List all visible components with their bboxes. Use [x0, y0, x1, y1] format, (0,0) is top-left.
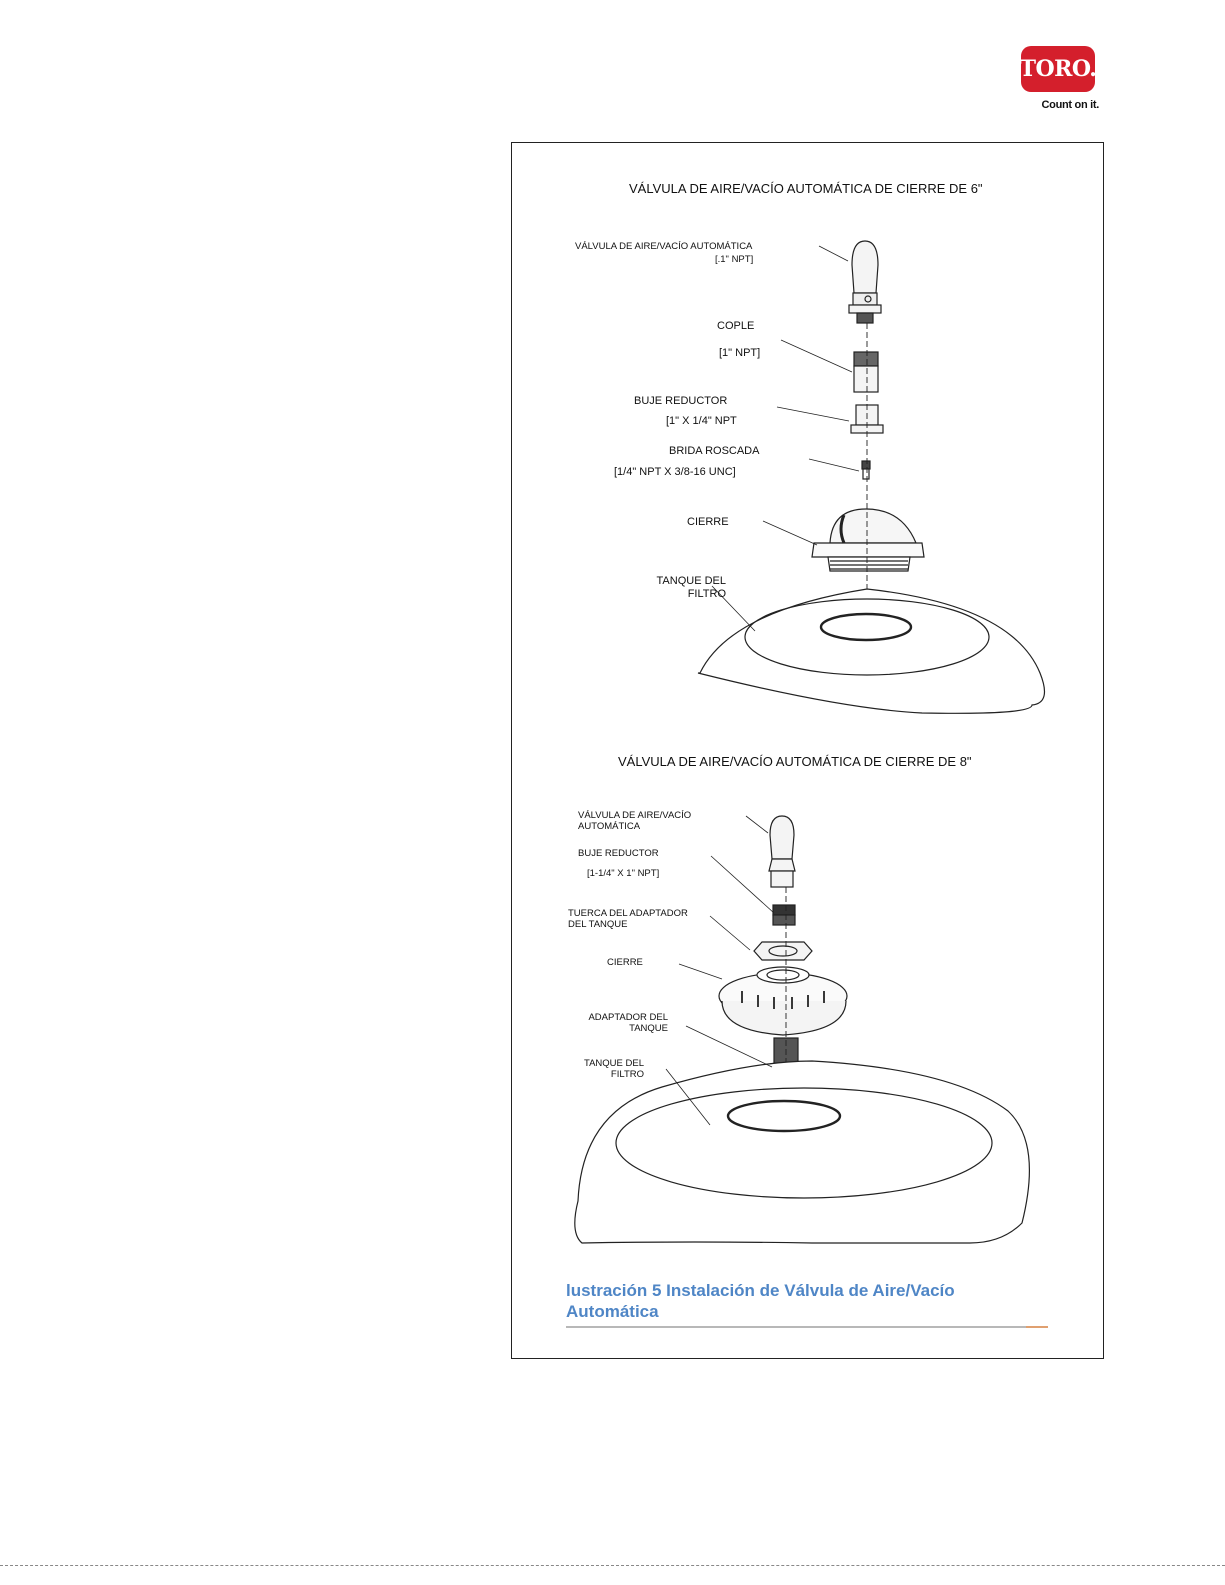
bottom-figure-title: VÁLVULA DE AIRE/VACÍO AUTOMÁTICA DE CIERRE DE 8" — [618, 754, 972, 769]
top-closure — [812, 509, 924, 571]
top-filter-tank — [698, 589, 1045, 713]
bottom-tank-label-line1: TANQUE DEL — [583, 1058, 644, 1069]
toro-logo-badge — [1021, 46, 1095, 92]
bottom-nut-label-line1: TUERCA DEL ADAPTADOR — [568, 908, 688, 919]
top-valve-label: VÁLVULA DE AIRE/VACÍO AUTOMÁTICA — [575, 241, 753, 252]
bottom-closure — [719, 967, 847, 1035]
bottom-tank-label — [568, 1058, 644, 1081]
bottom-adapter-nut — [754, 942, 812, 960]
top-flange-label: BRIDA ROSCADA — [669, 445, 760, 457]
bottom-valve-label-line1: VÁLVULA DE AIRE/VACÍO — [578, 810, 692, 821]
bottom-bushing-label: BUJE REDUCTOR — [578, 848, 659, 859]
logo-tagline: Count on it. — [1041, 99, 1099, 111]
top-tank-label — [620, 575, 726, 601]
bottom-bushing — [773, 905, 795, 925]
page-bottom-dashed-rule — [0, 1565, 1225, 1566]
figure-caption-line1: lustración 5 Instalación de Válvula de Aire/Vacío — [566, 1281, 955, 1300]
top-leader-lines — [712, 246, 859, 631]
top-tank-label-line1: TANQUE DEL — [656, 575, 726, 587]
bottom-adapter-label — [570, 1012, 668, 1035]
top-tank-label-line2: FILTRO — [687, 588, 726, 601]
bottom-nut-label-line2: DEL TANQUE — [568, 919, 628, 931]
bottom-air-valve — [769, 816, 795, 887]
toro-logo — [1019, 46, 1099, 118]
top-air-valve — [849, 241, 881, 323]
top-valve-npt: [.1" NPT] — [715, 254, 754, 265]
bottom-bushing-npt: [1-1/4" X 1" NPT] — [587, 868, 660, 879]
top-flange-npt: [1/4" NPT X 3/8-16 UNC] — [614, 466, 736, 478]
bottom-adapter-label-line1: ADAPTADOR DEL — [588, 1012, 668, 1023]
top-coupling-label: COPLE — [717, 320, 755, 332]
top-bushing-label: BUJE REDUCTOR — [634, 395, 728, 407]
bottom-tank-label-line2: FILTRO — [610, 1069, 644, 1081]
top-threaded-flange — [862, 461, 870, 479]
bottom-nut-label — [568, 908, 688, 931]
figure-frame — [511, 142, 1104, 1359]
top-coupling-npt: [1" NPT] — [719, 347, 761, 359]
caption-divider — [566, 1326, 1048, 1328]
top-coupling — [854, 352, 878, 392]
logo-text: TORO. — [1019, 56, 1097, 82]
figure-caption — [566, 1280, 955, 1322]
bottom-filter-tank — [575, 1061, 1030, 1243]
top-bushing-npt: [1" X 1/4" NPT — [666, 415, 737, 427]
bottom-adapter-label-line2: TANQUE — [629, 1023, 668, 1035]
top-closure-label: CIERRE — [687, 516, 729, 528]
bottom-closure-label: CIERRE — [607, 957, 643, 968]
caption-divider-accent — [1026, 1326, 1048, 1328]
figure-caption-line2: Automática — [566, 1302, 659, 1321]
bottom-valve-label-line2: AUTOMÁTICA — [578, 821, 641, 833]
top-figure-title: VÁLVULA DE AIRE/VACÍO AUTOMÁTICA DE CIERRE DE 6" — [629, 181, 983, 196]
exploded-view-drawing — [512, 143, 1105, 1360]
bottom-valve-label — [578, 810, 691, 833]
